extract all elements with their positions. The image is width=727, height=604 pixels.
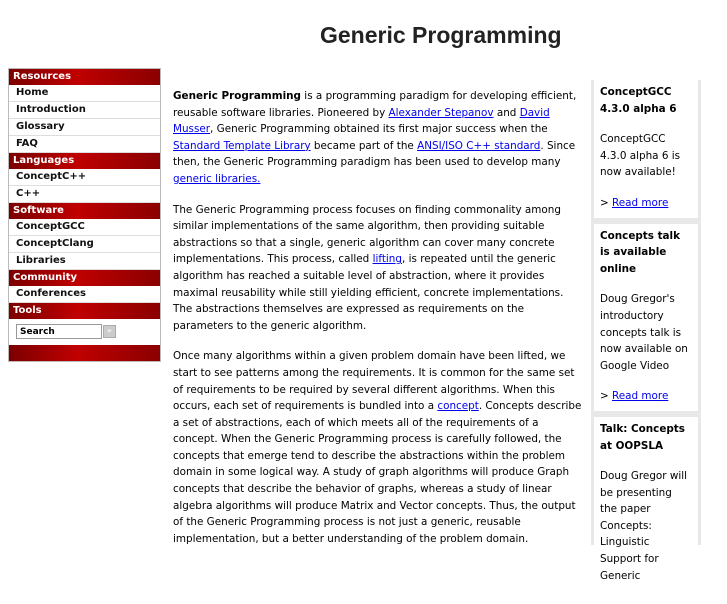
news-title: ConceptGCC 4.3.0 alpha 6 [600,86,677,115]
concepts-paragraph [173,348,585,547]
read-more-link[interactable]: Read more [612,196,669,209]
news-item [594,224,698,411]
search-button[interactable]: » [103,325,116,338]
text: , Generic Programming obtained its first major success when the [210,123,548,136]
main-content [173,88,585,561]
search-input[interactable] [16,324,102,339]
nav-item-libraries[interactable]: Libraries [9,253,160,270]
news-body: ConceptGCC 4.3.0 alpha 6 is now available! [600,133,681,179]
nav-heading-software: Software [9,203,160,219]
news-title: Concepts talk is available online [600,229,681,275]
intro-paragraph [173,88,585,188]
news-item [594,80,698,218]
nav-item-conceptclang[interactable]: ConceptClang [9,236,160,253]
more-prefix: > [600,390,613,403]
text: . Concepts describe a set of abstractions, each of which meets all of the requirements of a concept. When the Generic Programming process is carefully followed, the concepts that emerge tend to describe the abstractions within the problem domain in some logical way. A study of graph algorithms will produce Graph concepts that describe the behavior of graphs, whereas a study of linear algebra algorithms will produce Matrix and Vector concepts. Thus, the output of the Generic Programming process is not just a generic, reusable implementation, but a better understanding of the problem domain. [173,400,582,545]
more-prefix: > [600,196,613,209]
search-row [9,319,160,345]
nav-item-faq[interactable]: FAQ [9,136,160,153]
news-title: Talk: Concepts at OOPSLA [600,422,685,452]
read-more-link[interactable]: Read more [612,390,669,403]
nav-item-conceptgcc[interactable]: ConceptGCC [9,219,160,236]
news-item [594,417,698,604]
text: The Generic Programming process focuses on finding commonality among similar implementations of the same algorithm, then providing suitable abstractions so that a single, generic algorithm can cover many concrete implementations. This process, called [173,203,561,266]
nav-heading-community: Community [9,270,160,286]
nav-footer-bar [9,345,160,361]
nav-heading-resources: Resources [9,69,160,85]
link-lifting[interactable]: lifting [372,253,402,266]
nav-heading-tools: Tools [9,303,160,319]
nav-heading-languages: Languages [9,153,160,169]
link-concept[interactable]: concept [437,400,479,413]
process-paragraph [173,202,585,335]
link-generic-libraries[interactable]: generic libraries. [173,172,261,185]
nav-item-cpp[interactable]: C++ [9,186,160,203]
text: became part of the [310,139,418,152]
news-column [591,80,701,582]
sidebar-nav [8,68,161,362]
term-generic-programming: Generic Programming [173,90,301,102]
nav-item-introduction[interactable]: Introduction [9,102,160,119]
text: , is repeated until the generic algorithm has reached a suitable level of abstraction, where it provides maximal reusability while still yielding efficient, concrete implementations. The abstractions themselves are expressed as requirements on the parameters to the generic algorithm. [173,253,564,332]
nav-item-home[interactable]: Home [9,85,160,102]
page-title: Generic Programming [320,22,562,48]
text: and [493,106,520,119]
link-david-musser[interactable]: David Musser [173,106,550,136]
text: is a programming paradigm for developing efficient, reusable software libraries. Pioneered by [173,90,577,119]
nav-item-conceptcpp[interactable]: ConceptC++ [9,169,160,186]
news-more [600,388,692,405]
text: Once many algorithms within a given problem domain have been lifted, we start to see patterns among the requirements. It is common for the same set of requirements to be required by several different algorithms. When this occurs, each set of requirements is bundled into a [173,350,575,413]
news-body: Doug Gregor's introductory concepts talk is now available on Google Video [600,293,688,372]
news-body: Doug Gregor will be presenting the paper Concepts: Linguistic Support for Generic [600,470,688,582]
link-standard-template-library[interactable]: Standard Template Library [173,139,311,152]
nav-item-glossary[interactable]: Glossary [9,119,160,136]
link-alexander-stepanov[interactable]: Alexander Stepanov [388,106,494,119]
nav-item-conferences[interactable]: Conferences [9,286,160,303]
news-more [600,195,692,212]
text: . Since then, the Generic Programming paradigm has been used to develop many [173,139,576,169]
link-ansi-iso-cpp-standard[interactable]: ANSI/ISO C++ standard [417,139,541,152]
